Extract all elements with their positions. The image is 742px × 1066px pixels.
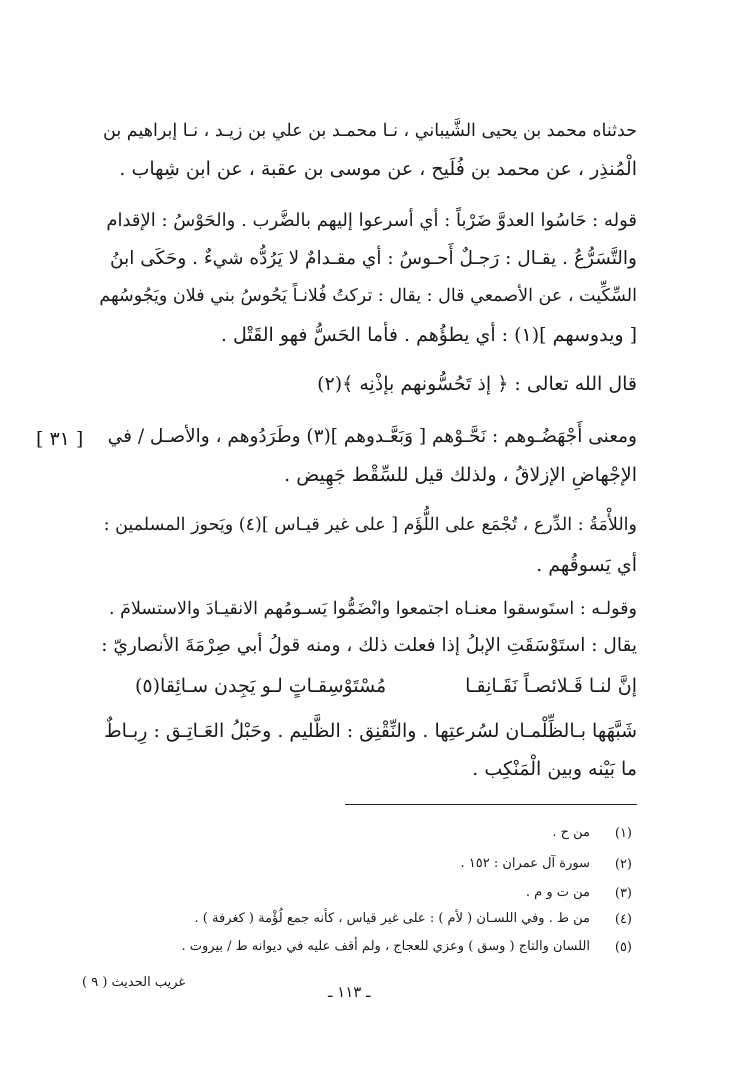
paragraph-6-line-1: وقولـه : استَوسقوا معنـاه اجتمعوا وانْضَمُّوا يَسـومُهم الانقيـادَ والاستسلامَ . [109,599,637,619]
footnote-separator [345,804,637,805]
footnote-3-number: (٣) [614,886,632,901]
paragraph-2-line-4: [ ويدوسهم ](١) : أي يطؤُهم . فأما الحَسُّ فهو القَتْل . [220,324,637,346]
footnote-4-text: من ط . وفي اللسـان ( لأم ) : على غير قياس ، كأنه جمع لُؤْمة ( كغرفة ) . [194,911,590,926]
margin-page-marker: [ ٣١ ] [36,428,84,450]
paragraph-5-line-2: أي يَسوقُهم . [536,554,637,576]
paragraph-5-line-1: واللأْمَةُ : الدِّرع ، تُجْمَع على اللُّؤَم [ على غير قيـاس ](٤) ويَحوز المسلمين : [103,515,637,535]
verse-hemistich-left: مُسْتَوْسِقـاتٍ لـو يَجِدن سـائِقا(٥) [135,675,387,697]
verse-hemistich-right: إنَّ لنـا قَـلائصـاً نَقَـانِقـا [465,675,637,697]
footnote-2-number: (٢) [614,857,632,872]
paragraph-4-line-1: ومعنى أَجْهَضُـوهم : نَحَّـوْهم [ وَبَعَّـدوهم ](٣) وطَرَدُوهم ، والأصـل / في [107,426,637,447]
book-title-footer: غريب الحديث ( ٩ ) [82,975,186,990]
paragraph-2-line-1: قوله : حَاسُوا العدوَّ ضَرْباً : أي أسرعوا إليهم بالضَّرب . والحَوْسُ : الإقدام [106,210,637,231]
page-number: ـ ١١٣ ـ [328,983,371,1001]
footnote-2-text: سورة آل عمران : ١٥٢ . [460,856,590,871]
closing-line-2: ما بَيْنه وبين الْمَنْكِب . [472,758,637,780]
paragraph-4-line-2: الإجْهاضِ الإزلاقُ ، ولذلك قيل للسِّقْط جَهِيض . [284,464,637,486]
closing-line-1: شَبَّهَها بـالظِّلْمـان لسُرعتِها . والنِّقْنِق : الظَّليم . وحَبْلُ العَـاتِـق : رِبـاطٌ [104,720,637,742]
paragraph-2-line-3: السِّكِّيت ، عن الأصمعي قال : يقال : تركتُ فُلانـاً يَحُوسُ بني فلان ويَجُوسُهم [99,286,637,306]
paragraph-1-line-2: الْمُنذِر ، عن محمد بن فُلَيح ، عن موسى بن عقبة ، عن ابن شِهاب . [119,158,637,180]
footnote-3-text: من ت و م . [525,885,590,900]
footnote-4-number: (٤) [614,912,632,927]
footnote-1-number: (١) [614,826,632,841]
footnote-1-text: من ح . [552,825,590,840]
paragraph-2-line-2: والتَّسَرُّعُ . يقـال : رَجـلٌ أَحـوسُ : أي مقـدامٌ لا يَرُدُّه شيءٌ . وحَكَى ابنُ [110,248,637,269]
paragraph-1-line-1: حدثناه محمد بن يحيى الشَّيباني ، نـا محمـد بن علي بن زيـد ، نـا إبراهيم بن [103,121,637,141]
quran-quote-line: قال الله تعالى : ﴿ إذ تَحُسُّونهم بإذْنِه ﴾(٢) [317,373,637,395]
footnote-5-number: (٥) [614,940,632,955]
footnote-5-text: اللسان والتاج ( وسق ) وعزي للعجاج ، ولم أقف عليه في ديوانه ط / بيروت . [181,939,590,954]
paragraph-6-line-2: يقال : استَوْسَقَتِ الإبلُ إذا فعلت ذلك ، ومنه قولُ أبي صِرْمَةَ الأنصاريّ : [101,635,637,656]
